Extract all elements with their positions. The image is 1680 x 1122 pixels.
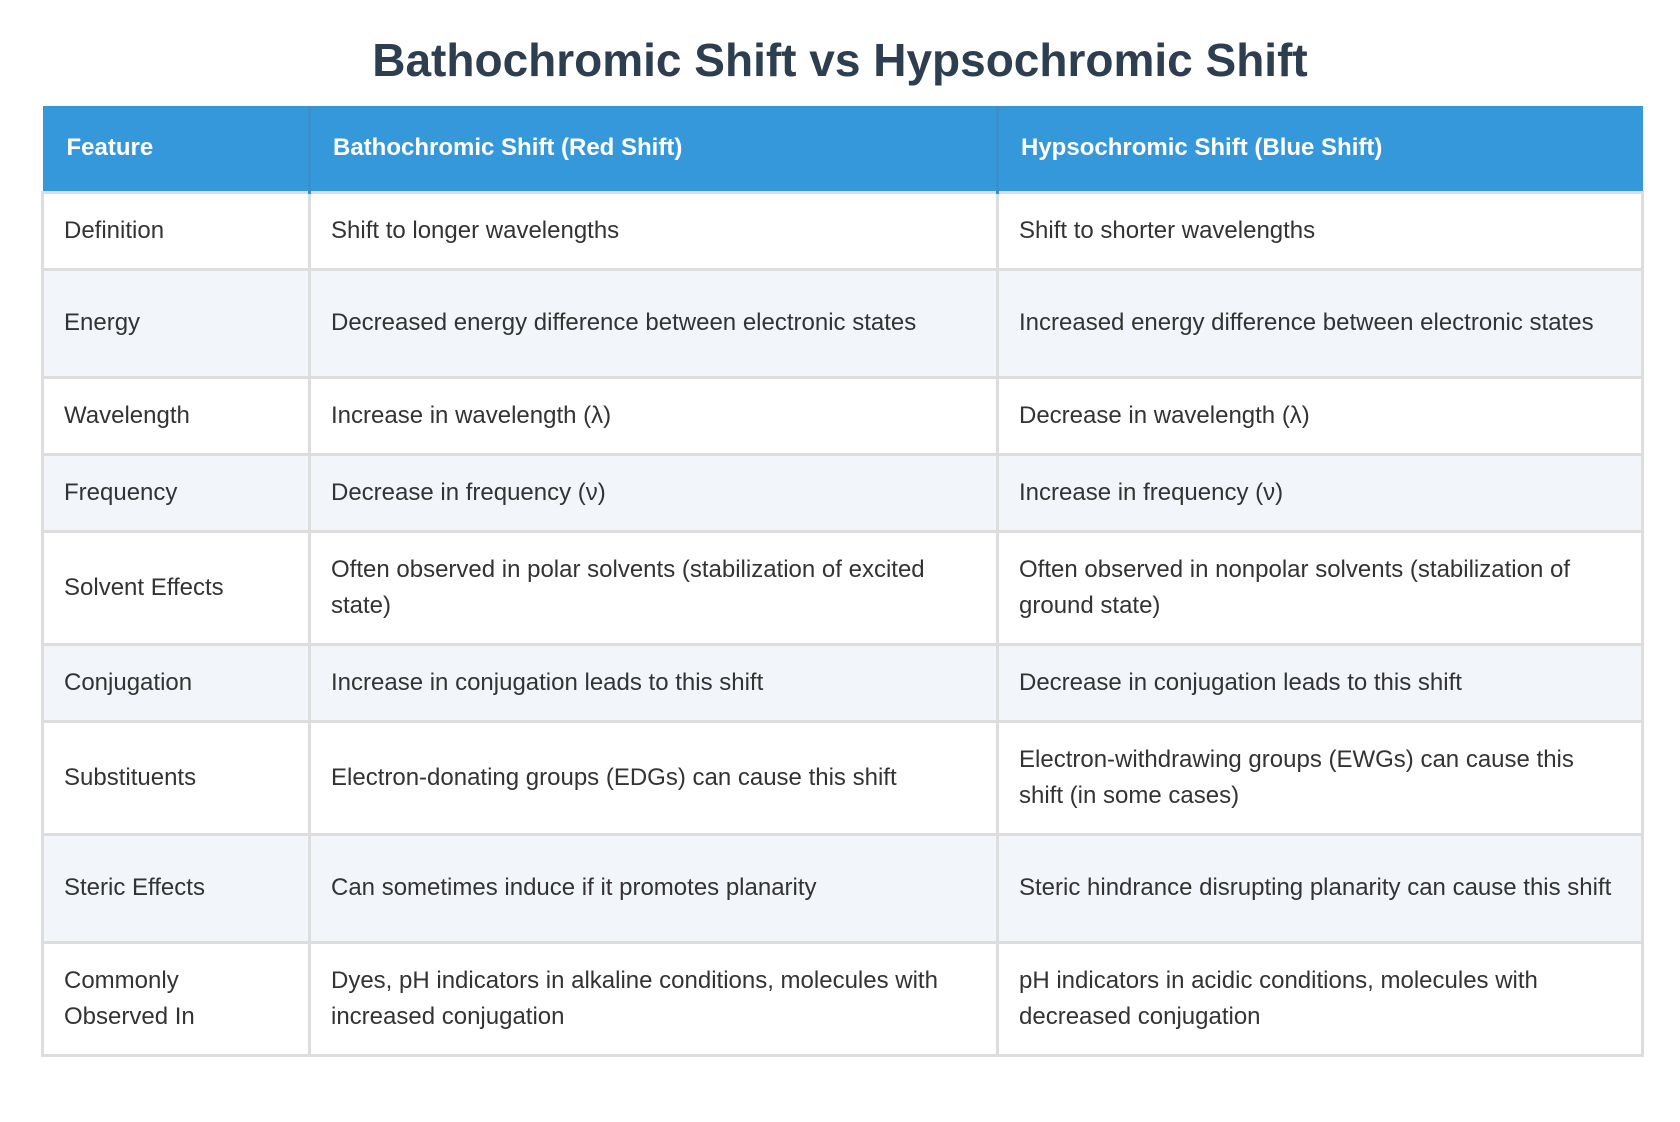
bathochromic-cell: Can sometimes induce if it promotes planarity (310, 834, 998, 942)
table-row (43, 192, 1643, 269)
bathochromic-cell: Increase in wavelength (λ) (310, 377, 998, 454)
hypsochromic-cell: Decrease in wavelength (λ) (998, 377, 1643, 454)
bathochromic-cell: Electron-donating groups (EDGs) can cause this shift (310, 721, 998, 834)
bathochromic-cell: Dyes, pH indicators in alkaline conditions, molecules with increased conjugation (310, 942, 998, 1055)
table-body (43, 192, 1643, 1055)
hypsochromic-cell: Shift to shorter wavelengths (998, 192, 1643, 269)
feature-cell: Wavelength (43, 377, 310, 454)
hypsochromic-cell: Electron-withdrawing groups (EWGs) can cause this shift (in some cases) (998, 721, 1643, 834)
hypsochromic-cell: Often observed in nonpolar solvents (stabilization of ground state) (998, 531, 1643, 644)
table-row (43, 454, 1643, 531)
hypsochromic-cell: Steric hindrance disrupting planarity can cause this shift (998, 834, 1643, 942)
table-row (43, 531, 1643, 644)
hypsochromic-cell: Increase in frequency (ν) (998, 454, 1643, 531)
feature-cell: Definition (43, 192, 310, 269)
comparison-table (41, 106, 1644, 1057)
feature-cell: Frequency (43, 454, 310, 531)
header-bathochromic: Bathochromic Shift (Red Shift) (310, 106, 998, 192)
feature-cell: Energy (43, 269, 310, 377)
table-row (43, 721, 1643, 834)
feature-cell: Commonly Observed In (43, 942, 310, 1055)
feature-cell: Conjugation (43, 644, 310, 721)
header-row (43, 106, 1643, 192)
table-row (43, 834, 1643, 942)
feature-cell: Solvent Effects (43, 531, 310, 644)
table-row (43, 377, 1643, 454)
table-header (43, 106, 1643, 192)
header-hypsochromic: Hypsochromic Shift (Blue Shift) (998, 106, 1643, 192)
bathochromic-cell: Increase in conjugation leads to this shift (310, 644, 998, 721)
bathochromic-cell: Decrease in frequency (ν) (310, 454, 998, 531)
table-row (43, 942, 1643, 1055)
header-feature: Feature (43, 106, 310, 192)
table-row (43, 269, 1643, 377)
hypsochromic-cell: pH indicators in acidic conditions, molecules with decreased conjugation (998, 942, 1643, 1055)
hypsochromic-cell: Increased energy difference between electronic states (998, 269, 1643, 377)
feature-cell: Steric Effects (43, 834, 310, 942)
bathochromic-cell: Often observed in polar solvents (stabilization of excited state) (310, 531, 998, 644)
feature-cell: Substituents (43, 721, 310, 834)
bathochromic-cell: Shift to longer wavelengths (310, 192, 998, 269)
bathochromic-cell: Decreased energy difference between electronic states (310, 269, 998, 377)
page-title: Bathochromic Shift vs Hypsochromic Shift (372, 34, 1308, 86)
table-row (43, 644, 1643, 721)
hypsochromic-cell: Decrease in conjugation leads to this shift (998, 644, 1643, 721)
